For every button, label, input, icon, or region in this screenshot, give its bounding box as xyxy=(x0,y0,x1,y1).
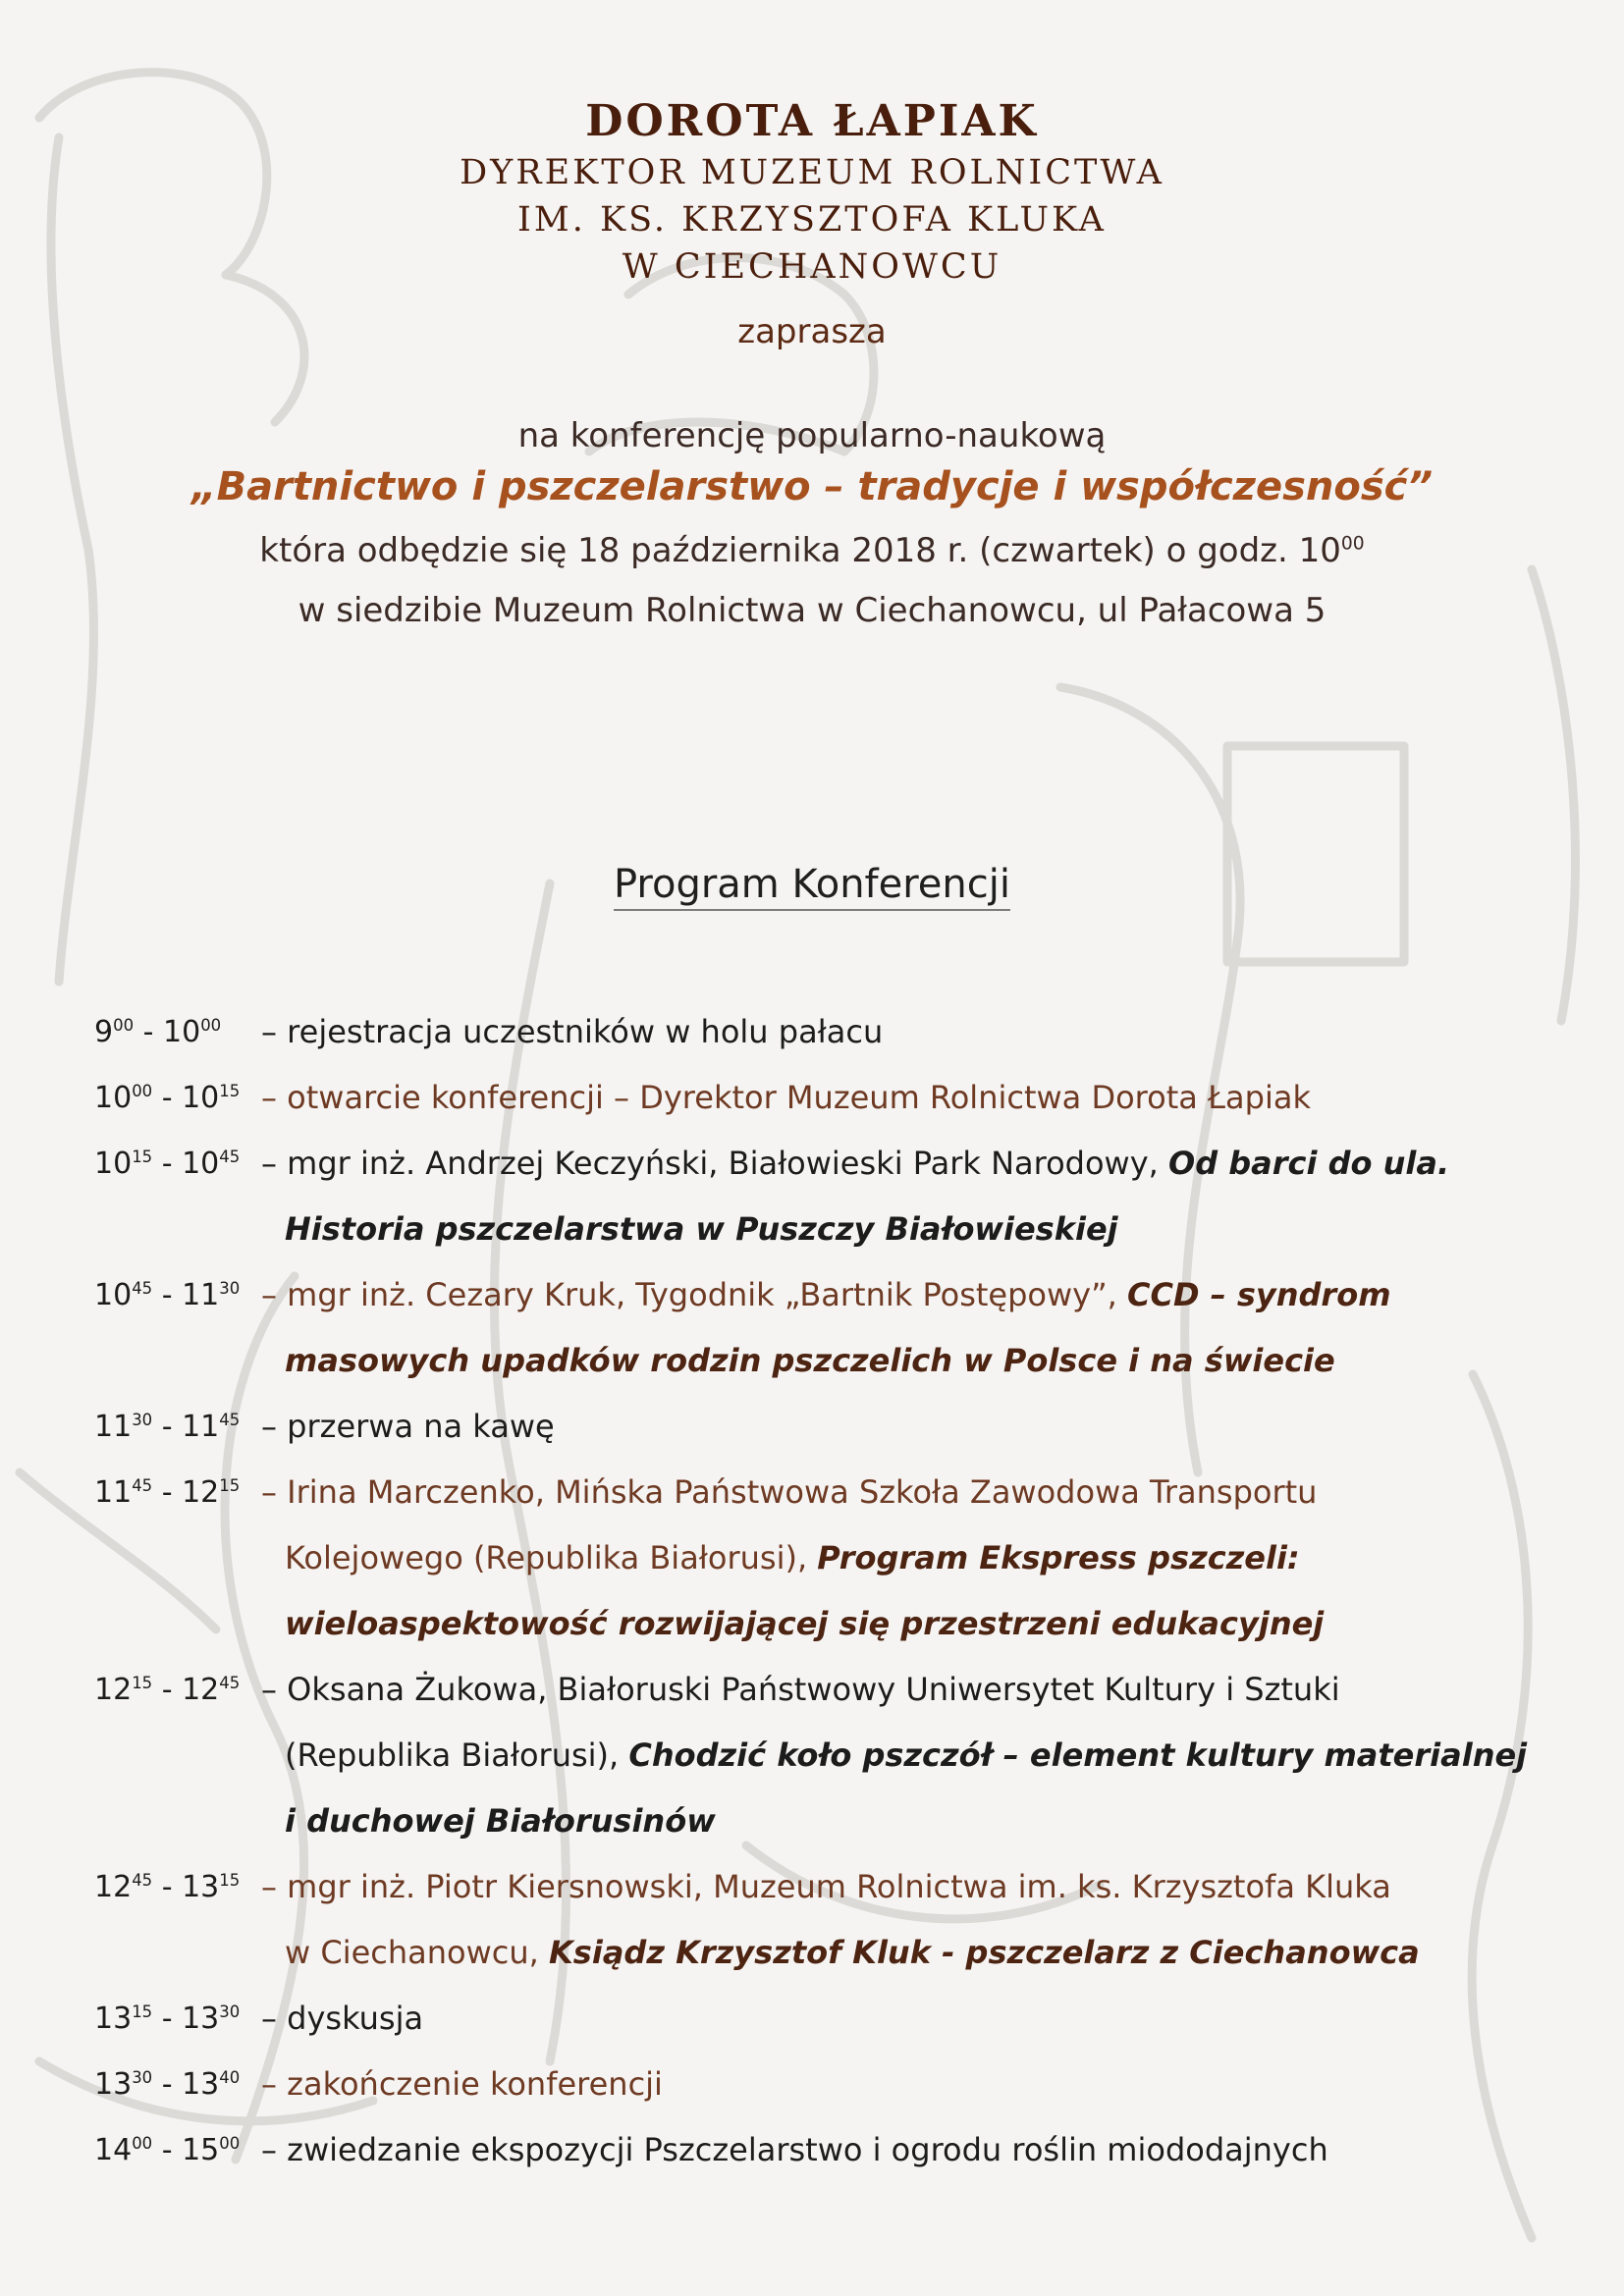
talk-title: Chodzić koło pszczół – element kultury materialnej xyxy=(628,1736,1528,1774)
program-item xyxy=(94,1460,1547,1657)
time-range: $12^{15} - 12^{45}$ xyxy=(94,1673,241,1707)
talk-title: i duchowej Białorusinów xyxy=(285,1802,716,1840)
item-description: – zwiedzanie ekspozycji Pszczelarstwo i ogrodu roślin miododajnych xyxy=(261,2131,1328,2168)
item-description: – mgr inż. Andrzej Keczyński, Białowieski Park Narodowy, Od barci do ula. Historia pszczelarstwa w Puszczy Białowieskiej xyxy=(261,1145,1450,1248)
program-item xyxy=(94,1657,1547,1854)
item-description: – zakończenie konferencji xyxy=(261,2065,663,2103)
program-item xyxy=(94,1986,1547,2052)
time-range: $10^{00} - 10^{15}$ xyxy=(94,1081,241,1115)
place-line: w siedzibie Muzeum Rolnictwa w Ciechanowcu, ul Pałacowa 5 xyxy=(298,591,1326,630)
intro-line: na konferencję popularno-naukową xyxy=(517,416,1107,455)
conference-intro xyxy=(0,412,1624,634)
director-name: DOROTA ŁAPIAK xyxy=(585,96,1039,146)
time-range: $11^{45} - 12^{15}$ xyxy=(94,1475,241,1510)
item-description: – przerwa na kawę xyxy=(261,1408,555,1445)
program-item xyxy=(94,2117,1547,2183)
item-description: – otwarcie konferencji – Dyrektor Muzeum Rolnictwa Dorota Łapiak xyxy=(261,1079,1311,1116)
talk-title: Od barci do ula. xyxy=(1168,1145,1450,1182)
program-title: Program Konferencji xyxy=(614,862,1010,911)
program-item xyxy=(94,1065,1547,1131)
director-role-line: W CIECHANOWCU xyxy=(622,247,1002,287)
talk-title: Ksiądz Krzysztof Kluk - pszczelarz z Ciechanowca xyxy=(549,1934,1420,1971)
program-item xyxy=(94,2052,1547,2117)
program-item xyxy=(94,1131,1547,1262)
talk-title: CCD – syndrom xyxy=(1127,1276,1391,1313)
date-text: która odbędzie się 18 października 2018 r. (czwartek) o godz. 10 xyxy=(259,531,1341,570)
item-description: – mgr inż. Cezary Kruk, Tygodnik „Bartnik Postępowy”, CCD – syndrom masowych upadków rodzin pszczelich w Polsce i na świecie xyxy=(261,1276,1391,1379)
talk-title: Program Ekspress pszczeli: xyxy=(817,1539,1300,1576)
conference-title: „Bartnictwo i pszczelarstwo – tradycje i współczesność” xyxy=(190,464,1434,509)
time-range: $10^{45} - 11^{30}$ xyxy=(94,1278,241,1312)
program-item xyxy=(94,999,1547,1065)
invites-text: zaprasza xyxy=(737,312,887,351)
program-list xyxy=(94,999,1547,2183)
time-range: $10^{15} - 10^{45}$ xyxy=(94,1147,241,1181)
header xyxy=(0,94,1624,291)
talk-title: wieloaspektowość rozwijającej się przestrzeni edukacyjnej xyxy=(285,1605,1325,1642)
item-description: – dyskusja xyxy=(261,2000,424,2037)
time-range: $13^{30} - 13^{40}$ xyxy=(94,2067,241,2102)
talk-title: masowych upadków rodzin pszczelich w Polsce i na świecie xyxy=(285,1342,1335,1379)
date-line xyxy=(0,514,1624,587)
program-item xyxy=(94,1854,1547,1986)
date-minutes: 00 xyxy=(1340,533,1365,555)
time-range: $12^{45} - 13^{15}$ xyxy=(94,1870,241,1904)
time-range: $14^{00} - 15^{00}$ xyxy=(94,2133,241,2167)
program-heading xyxy=(0,862,1624,907)
program-item xyxy=(94,1262,1547,1394)
item-description: – Oksana Żukowa, Białoruski Państwowy Uniwersytet Kultury i Sztuki (Republika Białorusi), Chodzić koło pszczół – element kultury materialnej i duchowej Białorusinów xyxy=(261,1671,1528,1840)
director-role-line: DYREKTOR MUZEUM ROLNICTWA xyxy=(460,153,1164,192)
time-range: $13^{15} - 13^{30}$ xyxy=(94,2002,241,2036)
item-description: – rejestracja uczestników w holu pałacu xyxy=(261,1013,884,1050)
program-item xyxy=(94,1394,1547,1460)
director-role-line: IM. KS. KRZYSZTOFA KLUKA xyxy=(517,200,1107,240)
time-range: $11^{30} - 11^{45}$ xyxy=(94,1410,241,1444)
item-description: – Irina Marczenko, Mińska Państwowa Szkoła Zawodowa Transportu Kolejowego (Republika Białorusi), Program Ekspress pszczeli: wieloaspektowość rozwijającej się przestrzeni edukacyjnej xyxy=(261,1473,1325,1642)
talk-title: Historia pszczelarstwa w Puszczy Białowieskiej xyxy=(285,1210,1118,1248)
item-description: – mgr inż. Piotr Kiersnowski, Muzeum Rolnictwa im. ks. Krzysztofa Kluka w Ciechanowcu, Ksiądz Krzysztof Kluk - pszczelarz z Ciechanowca xyxy=(261,1868,1420,1971)
time-range: $9^{00} - 10^{00}$ xyxy=(94,1015,222,1049)
